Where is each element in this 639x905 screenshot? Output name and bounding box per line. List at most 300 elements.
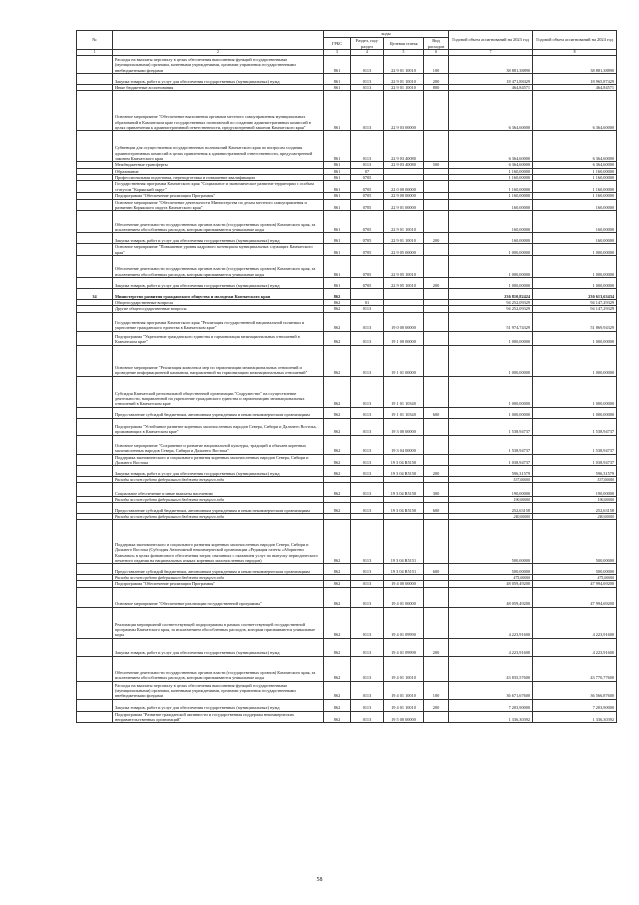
row-grbs: 861 bbox=[324, 181, 351, 193]
row-volume-2023: 6 364,60000 bbox=[449, 91, 533, 131]
row-razdel: 07 bbox=[351, 168, 384, 174]
row-razdel: 0113 bbox=[351, 483, 384, 497]
row-name: Расходы за счет средств федерального бюджета текущего года bbox=[113, 575, 324, 581]
table-row bbox=[77, 711, 617, 723]
row-grbs: 861 bbox=[324, 56, 351, 74]
row-expense-type: 600 bbox=[424, 503, 449, 514]
row-expense-type bbox=[424, 181, 449, 193]
row-volume-2023: 7 203,90000 bbox=[449, 699, 533, 711]
row-volume-2023: 236 810,82424 bbox=[449, 288, 533, 299]
row-target-article: 19 3 04 R5150 bbox=[384, 454, 424, 466]
row-volume-2024: 160,00000 bbox=[533, 211, 617, 233]
row-volume-2024: 1 000,00000 bbox=[533, 255, 617, 277]
row-grbs: 862 bbox=[324, 288, 351, 299]
row-volume-2024: 1 000,00000 bbox=[533, 331, 617, 345]
table-row bbox=[77, 607, 617, 638]
row-expense-type: 800 bbox=[424, 85, 449, 91]
row-target-article: 19 3 04 R5150 bbox=[384, 483, 424, 497]
row-volume-2024: 94 147,29329 bbox=[533, 306, 617, 312]
row-razdel: 0113 bbox=[351, 162, 384, 168]
row-name: Субсидия Камчатской региональной общественной организации "Содружество" на осуществление деятельности, направленной на укрепление гражданского единства и гармонизацию межнациональных отношений в Камчатском крае bbox=[113, 376, 324, 407]
row-volume-2023: 596,31579 bbox=[449, 466, 533, 477]
row-razdel: 0113 bbox=[351, 638, 384, 656]
row-grbs: 862 bbox=[324, 638, 351, 656]
table-row bbox=[77, 435, 617, 454]
row-volume-2023: 1 160,00000 bbox=[449, 181, 533, 193]
row-volume-2024: 7 203,90000 bbox=[533, 699, 617, 711]
row-volume-2024: 1 000,00000 bbox=[533, 376, 617, 407]
row-razdel: 0113 bbox=[351, 418, 384, 435]
row-volume-2023: 43 835,57600 bbox=[449, 656, 533, 681]
row-volume-2023: 1 000,00000 bbox=[449, 277, 533, 288]
row-volume-2023: 1 000,00000 bbox=[449, 376, 533, 407]
row-volume-2023: 4 223,91600 bbox=[449, 607, 533, 638]
row-name: Иные бюджетные ассигнования bbox=[113, 85, 324, 91]
row-razdel: 0113 bbox=[351, 312, 384, 331]
row-target-article: 19 0 00 00000 bbox=[384, 312, 424, 331]
column-index: 3 bbox=[324, 50, 351, 56]
row-target-article: 22 9 01 10010 bbox=[384, 211, 424, 233]
row-number bbox=[77, 74, 113, 85]
row-volume-2023: 94 252,09329 bbox=[449, 306, 533, 312]
row-volume-2024: 43 770,77600 bbox=[533, 656, 617, 681]
row-volume-2024: 38 881,38890 bbox=[533, 56, 617, 74]
row-volume-2024: 236 613,63434 bbox=[533, 288, 617, 299]
row-number bbox=[77, 312, 113, 331]
row-expense-type bbox=[424, 454, 449, 466]
header-codes: коды bbox=[324, 31, 449, 38]
row-volume-2024: 1 000,00000 bbox=[533, 407, 617, 418]
row-razdel: 0113 bbox=[351, 607, 384, 638]
row-volume-2023: 1 336,30392 bbox=[449, 711, 533, 723]
row-expense-type: 200 bbox=[424, 277, 449, 288]
row-volume-2023: 190,00000 bbox=[449, 483, 533, 497]
row-name: Закупка товаров, работ и услуг для обеспечения государственных (муниципальных) нужд bbox=[113, 699, 324, 711]
row-expense-type bbox=[424, 418, 449, 435]
row-grbs: 861 bbox=[324, 85, 351, 91]
row-volume-2024: 1 160,00000 bbox=[533, 168, 617, 174]
row-volume-2024: 1 160,00000 bbox=[533, 175, 617, 181]
row-target-article: 22 9 01 10010 bbox=[384, 233, 424, 244]
row-grbs: 862 bbox=[324, 681, 351, 699]
row-expense-type: 600 bbox=[424, 564, 449, 575]
row-target-article: 19 1 00 00000 bbox=[384, 331, 424, 345]
table-row bbox=[77, 255, 617, 277]
row-expense-type bbox=[424, 211, 449, 233]
row-name: Закупка товаров, работ и услуг для обеспечения государственных (муниципальных) нужд bbox=[113, 233, 324, 244]
row-name: Подпрограмма "Устойчивое развитие коренных малочисленных народов Севера, Сибири и Дальнего Востока, проживающих в Камчатском крае" bbox=[113, 418, 324, 435]
row-expense-type bbox=[424, 376, 449, 407]
row-volume-2024: 47 994,69200 bbox=[533, 587, 617, 607]
row-name: Профессиональная подготовка, переподготовка и повышение квалификации bbox=[113, 175, 324, 181]
table-row bbox=[77, 638, 617, 656]
row-volume-2024: 1 000,00000 bbox=[533, 277, 617, 288]
row-number bbox=[77, 466, 113, 477]
row-target-article: 22 9 05 00000 bbox=[384, 244, 424, 256]
header-expense-type: Вид расходов bbox=[424, 38, 449, 50]
column-index: 2 bbox=[113, 50, 324, 56]
row-expense-type bbox=[424, 199, 449, 211]
row-grbs: 861 bbox=[324, 255, 351, 277]
row-target-article: 19 1 01 00000 bbox=[384, 345, 424, 376]
row-target-article: 22 9 00 00000 bbox=[384, 193, 424, 199]
row-volume-2023: 1 160,00000 bbox=[449, 175, 533, 181]
table-row bbox=[77, 345, 617, 376]
row-grbs: 861 bbox=[324, 91, 351, 131]
row-volume-2024: 94 147,29329 bbox=[533, 299, 617, 305]
row-volume-2023: 1 160,00000 bbox=[449, 168, 533, 174]
row-name: Основное мероприятие "Обеспечение выполнения органами местного самоуправления муниципальных образований в Камчатском крае государственных полномочий по созданию административных комиссий в целях привлечения к административной ответственности, предусмотренной законом Камчатского края" bbox=[113, 91, 324, 131]
row-expense-type bbox=[424, 345, 449, 376]
row-grbs: 862 bbox=[324, 656, 351, 681]
row-expense-type: 600 bbox=[424, 407, 449, 418]
row-number bbox=[77, 418, 113, 435]
row-grbs: 861 bbox=[324, 175, 351, 181]
row-volume-2024: 160,00000 bbox=[533, 199, 617, 211]
row-grbs: 862 bbox=[324, 711, 351, 723]
row-number bbox=[77, 345, 113, 376]
row-expense-type bbox=[424, 288, 449, 299]
row-grbs: 862 bbox=[324, 520, 351, 564]
row-expense-type bbox=[424, 587, 449, 607]
row-volume-2023: 18 471,88429 bbox=[449, 74, 533, 85]
row-razdel: 0705 bbox=[351, 244, 384, 256]
table-row bbox=[77, 233, 617, 244]
row-target-article: 19 1 01 10340 bbox=[384, 407, 424, 418]
row-volume-2023: 48 059,49200 bbox=[449, 587, 533, 607]
row-volume-2024: 6 364,60000 bbox=[533, 162, 617, 168]
row-razdel: 0113 bbox=[351, 681, 384, 699]
row-razdel: 0113 bbox=[351, 85, 384, 91]
row-razdel: 0705 bbox=[351, 193, 384, 199]
row-target-article: 19 4 01 09990 bbox=[384, 638, 424, 656]
row-target-article: 19 4 01 00000 bbox=[384, 587, 424, 607]
table-row bbox=[77, 407, 617, 418]
row-volume-2023: 38 881,38890 bbox=[449, 56, 533, 74]
table-row bbox=[77, 681, 617, 699]
row-volume-2023: 51 974,74329 bbox=[449, 312, 533, 331]
table-row bbox=[77, 376, 617, 407]
row-expense-type: 100 bbox=[424, 56, 449, 74]
row-grbs: 861 bbox=[324, 211, 351, 233]
row-volume-2024: 500,00000 bbox=[533, 564, 617, 575]
row-name: Обеспечение деятельности государственных органов власти (государственных органов) Камчатского края, за исключением обособленных расходов, которым присваиваются уникальные коды bbox=[113, 255, 324, 277]
row-target-article: 19 3 04 R5151 bbox=[384, 564, 424, 575]
row-razdel: 0113 bbox=[351, 581, 384, 587]
row-expense-type bbox=[424, 607, 449, 638]
row-grbs: 862 bbox=[324, 418, 351, 435]
row-volume-2023: 160,00000 bbox=[449, 233, 533, 244]
row-razdel: 0113 bbox=[351, 376, 384, 407]
table-row bbox=[77, 288, 617, 299]
table-row bbox=[77, 656, 617, 681]
row-name: Общегосударственные вопросы bbox=[113, 299, 324, 305]
row-razdel: 0113 bbox=[351, 503, 384, 514]
row-volume-2023: 1 000,00000 bbox=[449, 345, 533, 376]
row-grbs: 862 bbox=[324, 435, 351, 454]
row-expense-type: 300 bbox=[424, 483, 449, 497]
row-name: Закупка товаров, работ и услуг для обеспечения государственных (муниципальных) нужд bbox=[113, 74, 324, 85]
row-volume-2023: 190,00000 bbox=[449, 497, 533, 503]
row-razdel: 0113 bbox=[351, 699, 384, 711]
row-grbs: 861 bbox=[324, 277, 351, 288]
row-number bbox=[77, 564, 113, 575]
row-razdel: 0705 bbox=[351, 175, 384, 181]
row-number: 34 bbox=[77, 288, 113, 299]
row-razdel: 0113 bbox=[351, 466, 384, 477]
row-razdel: 01 bbox=[351, 299, 384, 305]
row-expense-type bbox=[424, 131, 449, 162]
row-target-article: 22 9 03 40080 bbox=[384, 131, 424, 162]
row-volume-2023: 160,00000 bbox=[449, 211, 533, 233]
row-target-article: 22 9 05 10010 bbox=[384, 277, 424, 288]
row-grbs: 861 bbox=[324, 131, 351, 162]
row-volume-2024: 596,31579 bbox=[533, 466, 617, 477]
row-name: Закупка товаров, работ и услуг для обеспечения государственных (муниципальных) нужд bbox=[113, 466, 324, 477]
row-name: Предоставление субсидий бюджетным, автономным учреждениям и иным некоммерческим организациям bbox=[113, 407, 324, 418]
row-grbs: 862 bbox=[324, 503, 351, 514]
row-name: Образование bbox=[113, 168, 324, 174]
row-number bbox=[77, 91, 113, 131]
row-razdel: 0113 bbox=[351, 345, 384, 376]
row-grbs: 862 bbox=[324, 454, 351, 466]
row-number bbox=[77, 638, 113, 656]
row-number bbox=[77, 483, 113, 497]
column-index: 7 bbox=[449, 50, 533, 56]
table-row bbox=[77, 131, 617, 162]
row-grbs: 861 bbox=[324, 233, 351, 244]
table-row bbox=[77, 181, 617, 193]
row-volume-2024: 500,00000 bbox=[533, 520, 617, 564]
row-target-article: 19 5 00 00000 bbox=[384, 711, 424, 723]
row-expense-type bbox=[424, 255, 449, 277]
row-number bbox=[77, 56, 113, 74]
row-volume-2024: 475,00000 bbox=[533, 575, 617, 581]
column-index: 8 bbox=[533, 50, 617, 56]
row-number bbox=[77, 277, 113, 288]
row-volume-2024: 4 223,91600 bbox=[533, 607, 617, 638]
table-row bbox=[77, 199, 617, 211]
row-number bbox=[77, 587, 113, 607]
row-target-article: 22 9 01 10010 bbox=[384, 85, 424, 91]
row-volume-2023: 500,00000 bbox=[449, 520, 533, 564]
row-name: Основное мероприятие "Обеспечение деятельности Министерства по делам местного самоуправления и развитию Корякского округа Камчатского края" bbox=[113, 199, 324, 211]
row-volume-2023: 464,84571 bbox=[449, 85, 533, 91]
row-razdel: 0113 bbox=[351, 331, 384, 345]
table-row bbox=[77, 483, 617, 497]
row-name: Расходы за счет средств федерального бюджета текущего года bbox=[113, 514, 324, 520]
row-razdel: 0113 bbox=[351, 711, 384, 723]
row-name: Поддержка экономического и социального развития коренных малочисленных народов Севера, Сибири и Дальнего Востока (Субсидия Автономной некоммерческой организации «Редакция газеты «Аборигени Камчатки» в целях финансового обеспечения затрат, связанных с оказанием услуг по выпуску периодического печатного издания на национальных языках коренных малочисленных народов) bbox=[113, 520, 324, 564]
table-row bbox=[77, 418, 617, 435]
row-target-article: 19 3 04 00000 bbox=[384, 435, 424, 454]
row-target-article: 22 9 03 00000 bbox=[384, 91, 424, 131]
table-row bbox=[77, 244, 617, 256]
row-number bbox=[77, 607, 113, 638]
row-target-article: 22 9 01 00000 bbox=[384, 199, 424, 211]
row-razdel: 0705 bbox=[351, 277, 384, 288]
row-razdel: 0113 bbox=[351, 74, 384, 85]
row-volume-2024: 1 160,00000 bbox=[533, 193, 617, 199]
row-razdel: 0113 bbox=[351, 454, 384, 466]
row-volume-2024: 1 000,00000 bbox=[533, 345, 617, 376]
row-target-article: 19 3 04 R5150 bbox=[384, 503, 424, 514]
row-grbs: 862 bbox=[324, 345, 351, 376]
row-target-article: 22 9 03 40080 bbox=[384, 162, 424, 168]
row-number bbox=[77, 711, 113, 723]
row-volume-2024: 240,00000 bbox=[533, 514, 617, 520]
row-razdel: 0113 bbox=[351, 131, 384, 162]
row-name: Государственная программа Камчатского края "Реализация государственной национальной политики и укрепление гражданского единства в Камчатском крае" bbox=[113, 312, 324, 331]
row-grbs: 862 bbox=[324, 581, 351, 587]
row-name: Подпрограмма "Укрепление гражданского единства и гармонизация межнациональных отношений в Камчатском крае" bbox=[113, 331, 324, 345]
row-name: Субвенции для осуществления государственных полномочий Камчатского края по вопросам создания административных комиссий в целях привлечения к административной ответственности, предусмотренной законом Камчатского края bbox=[113, 131, 324, 162]
row-number bbox=[77, 376, 113, 407]
row-razdel: 0113 bbox=[351, 564, 384, 575]
row-razdel: 0113 bbox=[351, 656, 384, 681]
row-name: Закупка товаров, работ и услуг для обеспечения государственных (муниципальных) нужд bbox=[113, 638, 324, 656]
row-expense-type: 200 bbox=[424, 233, 449, 244]
header-volume-2024: Годовой объем ассигнований на 2024 год bbox=[533, 31, 617, 50]
row-volume-2024: 6 364,60000 bbox=[533, 91, 617, 131]
row-razdel: 0705 bbox=[351, 199, 384, 211]
row-razdel: 0113 bbox=[351, 520, 384, 564]
row-target-article: 22 9 01 10010 bbox=[384, 74, 424, 85]
row-name: Закупка товаров, работ и услуг для обеспечения государственных (муниципальных) нужд bbox=[113, 277, 324, 288]
table-row bbox=[77, 466, 617, 477]
row-volume-2023: 1 000,00000 bbox=[449, 244, 533, 256]
row-target-article: 22 9 05 10010 bbox=[384, 255, 424, 277]
row-target-article: 19 4 01 10010 bbox=[384, 681, 424, 699]
table-row bbox=[77, 454, 617, 466]
row-expense-type bbox=[424, 656, 449, 681]
row-target-article bbox=[384, 288, 424, 299]
row-volume-2023: 1 000,00000 bbox=[449, 407, 533, 418]
row-volume-2023: 36 671,67600 bbox=[449, 681, 533, 699]
row-volume-2023: 475,00000 bbox=[449, 575, 533, 581]
row-volume-2023: 1 000,00000 bbox=[449, 255, 533, 277]
row-grbs: 861 bbox=[324, 193, 351, 199]
row-volume-2024: 47 994,69200 bbox=[533, 581, 617, 587]
row-expense-type bbox=[424, 244, 449, 256]
row-grbs: 862 bbox=[324, 466, 351, 477]
row-number bbox=[77, 656, 113, 681]
row-number bbox=[77, 407, 113, 418]
table-row bbox=[77, 503, 617, 514]
row-razdel: 0705 bbox=[351, 233, 384, 244]
table-row bbox=[77, 91, 617, 131]
table-body bbox=[77, 56, 617, 723]
table-row bbox=[77, 331, 617, 345]
column-index: 5 bbox=[384, 50, 424, 56]
row-expense-type: 200 bbox=[424, 466, 449, 477]
row-name: Основное мероприятие "Повышение уровня кадрового потенциала муниципальных служащих Камчатского края" bbox=[113, 244, 324, 256]
row-number bbox=[77, 181, 113, 193]
row-volume-2024: 1 160,00000 bbox=[533, 181, 617, 193]
row-grbs: 861 bbox=[324, 162, 351, 168]
row-expense-type: 200 bbox=[424, 638, 449, 656]
row-volume-2023: 6 364,60000 bbox=[449, 131, 533, 162]
header-num: № bbox=[77, 31, 113, 50]
row-number bbox=[77, 211, 113, 233]
row-name: Подпрограмма "Обеспечение реализации Программы" bbox=[113, 581, 324, 587]
row-volume-2023: 1 160,00000 bbox=[449, 193, 533, 199]
row-volume-2024: 36 566,87600 bbox=[533, 681, 617, 699]
header-razdel: Раздел, под-раздел bbox=[351, 38, 384, 50]
row-name: Основное мероприятие "Сохранение и развитие национальной культуры, традиций и обычаев коренных малочисленных народов Севера, Сибири и Дальнего Востока" bbox=[113, 435, 324, 454]
header-grbs: ГРБС bbox=[324, 38, 351, 50]
row-name: Предоставление субсидий бюджетным, автономным учреждениям и иным некоммерческим организациям bbox=[113, 564, 324, 575]
row-volume-2024: 1 538,94737 bbox=[533, 435, 617, 454]
row-number bbox=[77, 520, 113, 564]
row-razdel: 0705 bbox=[351, 181, 384, 193]
row-volume-2023: 537,00000 bbox=[449, 477, 533, 483]
row-name: Поддержка экономического и социального развития коренных малочисленных народов Севера, Сибири и Дальнего Востока bbox=[113, 454, 324, 466]
table-row bbox=[77, 277, 617, 288]
row-grbs: 861 bbox=[324, 168, 351, 174]
row-grbs: 862 bbox=[324, 587, 351, 607]
row-target-article: 19 4 01 10010 bbox=[384, 699, 424, 711]
row-grbs: 862 bbox=[324, 312, 351, 331]
row-name: Обеспечение деятельности государственных органов власти (государственных органов) Камчатского края, за исключением обособленных расходов, которым присваиваются уникальные коды bbox=[113, 211, 324, 233]
row-number bbox=[77, 255, 113, 277]
row-name: Министерство развития гражданского общества и молодежи Камчатского края bbox=[113, 288, 324, 299]
row-razdel: 0705 bbox=[351, 211, 384, 233]
row-expense-type bbox=[424, 312, 449, 331]
header-target-article: Целевая статья bbox=[384, 38, 424, 50]
table-row bbox=[77, 74, 617, 85]
row-volume-2023: 240,00000 bbox=[449, 514, 533, 520]
row-volume-2023: 160,00000 bbox=[449, 199, 533, 211]
row-name: Основное мероприятие "Обеспечение реализации государственной программы" bbox=[113, 587, 324, 607]
column-index: 4 bbox=[351, 50, 384, 56]
header-name bbox=[113, 31, 324, 50]
row-grbs: 861 bbox=[324, 244, 351, 256]
row-name: Предоставление субсидий бюджетным, автономным учреждениям и иным некоммерческим организациям bbox=[113, 503, 324, 514]
row-name: Подпрограмма "Обеспечение реализации Программы" bbox=[113, 193, 324, 199]
row-volume-2023: 48 059,49200 bbox=[449, 581, 533, 587]
row-razdel: 0113 bbox=[351, 91, 384, 131]
row-target-article: 19 3 04 R5151 bbox=[384, 520, 424, 564]
row-name: Расходы на выплаты персоналу в целях обеспечения выполнения функций государственными (муниципальными) органами, казенными учреждениями, органами управления государственными внебюджетными фондами bbox=[113, 681, 324, 699]
row-name: Расходы за счет средств федерального бюджета текущего года bbox=[113, 497, 324, 503]
row-grbs: 861 bbox=[324, 74, 351, 85]
table-row bbox=[77, 211, 617, 233]
row-razdel: 0113 bbox=[351, 587, 384, 607]
row-grbs: 862 bbox=[324, 607, 351, 638]
table-row bbox=[77, 520, 617, 564]
row-volume-2024: 537,00000 bbox=[533, 477, 617, 483]
row-volume-2024: 160,00000 bbox=[533, 233, 617, 244]
row-number bbox=[77, 131, 113, 162]
row-name: Государственная программа Камчатского края "Социальное и экономическое развитие территории с особым статусом "Корякский округ" bbox=[113, 181, 324, 193]
row-expense-type bbox=[424, 520, 449, 564]
row-volume-2023: 6 364,60000 bbox=[449, 162, 533, 168]
row-target-article: 19 4 01 10010 bbox=[384, 656, 424, 681]
row-number bbox=[77, 331, 113, 345]
row-grbs: 862 bbox=[324, 407, 351, 418]
row-volume-2024: 464,84571 bbox=[533, 85, 617, 91]
row-expense-type: 500 bbox=[424, 162, 449, 168]
row-name: Подпрограмма "Развитие гражданской активности и государственная поддержка некоммерческих неправительственных организаций" bbox=[113, 711, 324, 723]
row-razdel bbox=[351, 288, 384, 299]
row-expense-type bbox=[424, 711, 449, 723]
row-volume-2024: 51 869,94329 bbox=[533, 312, 617, 331]
row-expense-type: 200 bbox=[424, 699, 449, 711]
row-volume-2024: 4 223,91600 bbox=[533, 638, 617, 656]
row-expense-type: 100 bbox=[424, 681, 449, 699]
row-expense-type: 200 bbox=[424, 74, 449, 85]
